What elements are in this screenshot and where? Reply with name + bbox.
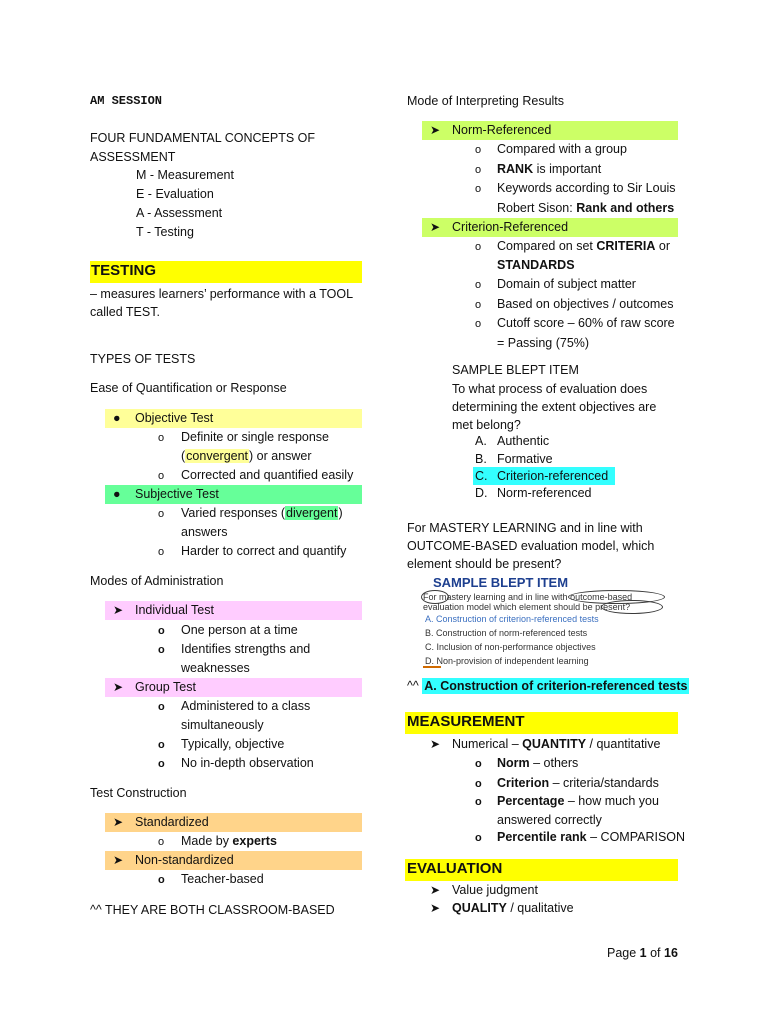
types-title: TYPES OF TESTS — [90, 352, 196, 366]
question-line: To what process of evaluation does — [452, 382, 648, 396]
bullet-icon: ● — [113, 411, 121, 425]
objective-label: Objective Test — [135, 411, 214, 425]
circle-bullet-icon: o — [475, 832, 482, 844]
group-item: simultaneously — [181, 718, 264, 732]
circle-bullet-icon: o — [475, 279, 482, 291]
evaluation-item: QUALITY / qualitative — [452, 901, 574, 915]
choice-letter: D. — [475, 486, 488, 500]
arrow-bullet-icon: ➤ — [113, 815, 124, 829]
testing-desc: called TEST. — [90, 305, 160, 319]
measurement-heading: MEASUREMENT — [407, 713, 525, 730]
figure-choice: C. Inclusion of non-performance objectives — [425, 642, 596, 652]
figure-question: For mastery learning and in line with outcome-based — [423, 592, 633, 602]
page-number: Page 1 of 16 — [607, 946, 678, 960]
circle-bullet-icon: o — [475, 778, 482, 790]
figure-title: SAMPLE BLEPT ITEM — [433, 575, 569, 590]
arrow-bullet-icon: ➤ — [430, 737, 441, 751]
measurement-item: Percentile rank – COMPARISON — [497, 830, 686, 844]
circle-bullet-icon: o — [158, 546, 165, 558]
norm-item: Compared with a group — [497, 142, 627, 156]
figure-choice: D. Non-provision of independent learning — [425, 656, 589, 666]
objective-item-2: (convergent) or answer — [181, 449, 312, 463]
arrow-bullet-icon: ➤ — [430, 220, 441, 234]
session-label: AM SESSION — [90, 94, 163, 108]
arrow-bullet-icon: ➤ — [113, 680, 124, 694]
concept-item: E - Evaluation — [136, 187, 214, 201]
objective-item: Definite or single response — [181, 430, 329, 444]
arrow-bullet-icon: ➤ — [113, 853, 124, 867]
concepts-title-2: ASSESSMENT — [90, 150, 176, 164]
testing-heading: TESTING — [91, 262, 157, 279]
measurement-item: Norm – others — [497, 756, 579, 770]
sample-item-figure — [413, 572, 673, 676]
norm-item: RANK is important — [497, 162, 602, 176]
subjective-item: Harder to correct and quantify — [181, 544, 347, 558]
circle-bullet-icon: o — [158, 644, 165, 656]
criterion-item: = Passing (75%) — [497, 336, 590, 350]
criterion-label: Criterion-Referenced — [452, 220, 569, 234]
criterion-item: Based on objectives / outcomes — [497, 297, 674, 311]
circle-bullet-icon: o — [475, 241, 482, 253]
classroom-note: ^^ THEY ARE BOTH CLASSROOM-BASED — [90, 903, 335, 917]
testing-desc: – measures learners’ performance with a TOOL — [90, 287, 354, 301]
measurement-line: Numerical – QUANTITY / quantitative — [452, 737, 661, 751]
circle-bullet-icon: o — [475, 758, 482, 770]
group-label: Group Test — [135, 680, 196, 694]
choice-letter: C. — [475, 469, 488, 483]
measurement-item: answered correctly — [497, 813, 602, 827]
circle-bullet-icon: o — [158, 739, 165, 751]
circle-bullet-icon: o — [475, 299, 482, 311]
subjective-item-1: Varied responses (divergent) — [181, 506, 343, 520]
individual-item: One person at a time — [181, 623, 298, 637]
construction-title: Test Construction — [90, 786, 187, 800]
circle-mark — [601, 600, 663, 614]
choice-text: Authentic — [497, 434, 550, 448]
evaluation-item: Value judgment — [452, 883, 538, 897]
group-item: Administered to a class — [181, 699, 311, 713]
evaluation-heading: EVALUATION — [407, 860, 503, 877]
choice-letter: B. — [475, 452, 487, 466]
criterion-item: Domain of subject matter — [497, 277, 636, 291]
group-item: Typically, objective — [181, 737, 285, 751]
measurement-item: Criterion – criteria/standards — [497, 776, 659, 790]
concept-item: M - Measurement — [136, 168, 234, 182]
individual-label: Individual Test — [135, 603, 214, 617]
circle-mark — [421, 590, 449, 604]
choice-text: Criterion-referenced — [497, 469, 609, 483]
mastery-line: element should be present? — [407, 557, 562, 571]
choice-text: Formative — [497, 452, 553, 466]
subjective-label: Subjective Test — [135, 487, 219, 501]
circle-bullet-icon: o — [158, 758, 165, 770]
circle-bullet-icon: o — [475, 318, 482, 330]
norm-item: Robert Sison: Rank and others — [497, 201, 675, 215]
circle-bullet-icon: o — [158, 508, 165, 520]
interpret-title: Mode of Interpreting Results — [407, 94, 565, 108]
circle-bullet-icon: o — [158, 625, 165, 637]
criterion-item: Compared on set CRITERIA or — [497, 239, 670, 253]
individual-item: weaknesses — [181, 661, 250, 675]
concept-item: A - Assessment — [136, 206, 223, 220]
ease-title: Ease of Quantification or Response — [90, 381, 287, 395]
objective-item: Corrected and quantified easily — [181, 468, 354, 482]
admin-title: Modes of Administration — [90, 574, 224, 588]
norm-item: Keywords according to Sir Louis — [497, 181, 676, 195]
group-item: No in-depth observation — [181, 756, 314, 770]
subjective-item: answers — [181, 525, 228, 539]
circle-bullet-icon: o — [475, 144, 482, 156]
criterion-item: Cutoff score – 60% of raw score — [497, 316, 675, 330]
standardized-item: Made by experts — [181, 834, 277, 848]
criterion-item: STANDARDS — [497, 258, 575, 272]
measurement-item: Percentage – how much you — [497, 794, 659, 808]
bullet-icon: ● — [113, 487, 121, 501]
nonstandardized-item: Teacher-based — [181, 872, 264, 886]
choice-letter: A. — [475, 434, 487, 448]
figure-question: evaluation model which element should be present? — [423, 602, 631, 612]
mastery-line: For MASTERY LEARNING and in line with — [407, 521, 643, 535]
individual-item: Identifies strengths and — [181, 642, 311, 656]
question-line: met belong? — [452, 418, 521, 432]
circle-bullet-icon: o — [475, 796, 482, 808]
concepts-title-1: FOUR FUNDAMENTAL CONCEPTS OF — [90, 131, 316, 145]
question-line: determining the extent objectives are — [452, 400, 657, 414]
norm-label: Norm-Referenced — [452, 123, 552, 137]
arrow-bullet-icon: ➤ — [430, 883, 441, 897]
circle-bullet-icon: o — [158, 701, 165, 713]
nonstandardized-label: Non-standardized — [135, 853, 234, 867]
figure-choice: B. Construction of norm-referenced tests — [425, 628, 588, 638]
circle-bullet-icon: o — [475, 164, 482, 176]
circle-bullet-icon: o — [158, 470, 165, 482]
circle-bullet-icon: o — [475, 183, 482, 195]
mastery-line: OUTCOME-BASED evaluation model, which — [407, 539, 655, 553]
arrow-bullet-icon: ➤ — [113, 603, 124, 617]
choice-text: Norm-referenced — [497, 486, 592, 500]
divergent-highlight: divergent — [286, 506, 338, 520]
circle-bullet-icon: o — [158, 836, 165, 848]
arrow-bullet-icon: ➤ — [430, 901, 441, 915]
answer-highlight: A. Construction of criterion-referenced tests — [424, 679, 688, 693]
circle-bullet-icon: o — [158, 432, 165, 444]
arrow-bullet-icon: ➤ — [430, 123, 441, 137]
standardized-label: Standardized — [135, 815, 209, 829]
answer-line: ^^ A. Construction of criterion-referenced tests — [407, 679, 688, 693]
concept-item: T - Testing — [136, 225, 194, 239]
convergent-highlight: convergent — [186, 449, 249, 463]
scribble-mark — [423, 666, 441, 668]
figure-choice: A. Construction of criterion-referenced tests — [425, 614, 599, 624]
circle-bullet-icon: o — [158, 874, 165, 886]
sample-title: SAMPLE BLEPT ITEM — [452, 363, 579, 377]
